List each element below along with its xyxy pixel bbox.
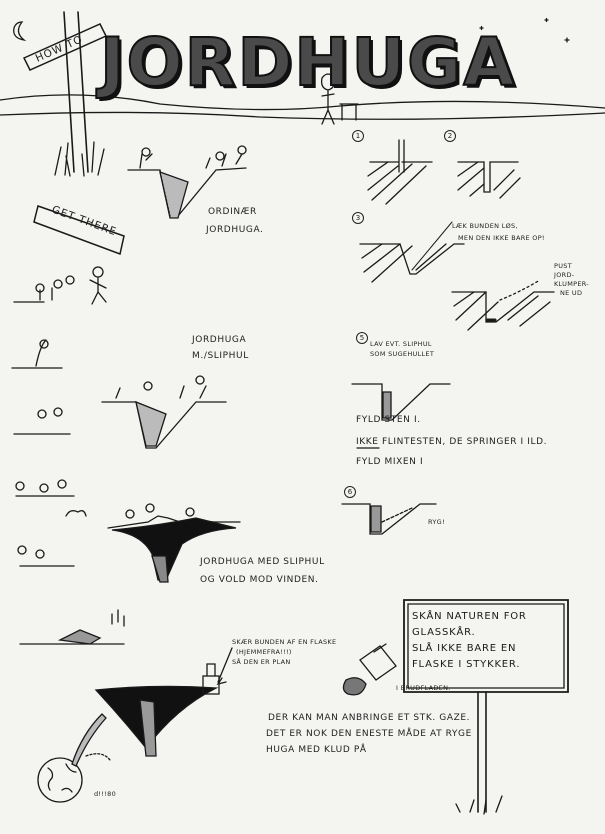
caption-bottle-line1: SKÆR BUNDEN AF EN FLASKE <box>232 638 337 646</box>
step5-note-line1: LAV EVT. SLIPHUL <box>370 340 432 348</box>
step1-drawing <box>368 140 432 204</box>
sign-line1: SKÅN NATUREN FOR <box>412 611 527 622</box>
caption-sliphul-line1: JORDHUGA <box>192 335 247 345</box>
step-number-2: 2 <box>444 130 456 142</box>
step3-note-line1: LÆK BUNDEN LØS, <box>452 222 518 230</box>
caption-bottle-line2: (HJEMMEFRA!!!) <box>236 648 292 656</box>
caption-sliphul-line2: M./SLIPHUL <box>192 351 249 361</box>
caption-vold-line2: OG VOLD MOD VINDEN. <box>200 575 319 585</box>
step-number-1: 1 <box>352 130 364 142</box>
step3b-drawing <box>452 280 554 330</box>
step6-drawing <box>342 504 436 534</box>
step-number-5: 5 <box>356 332 368 344</box>
step3b-note-line4: NE UD <box>560 289 583 297</box>
caption-vold-line1: JORDHUGA MED SLIPHUL <box>200 557 325 567</box>
caption-gaze-line3: HUGA MED KLUD PÅ <box>266 745 367 755</box>
vold-jordhuga-drawing <box>108 504 240 582</box>
caption-ordinaer-line1: ORDINÆR <box>208 207 257 217</box>
bottle-jordhuga-drawing <box>96 648 232 756</box>
step3b-note-line2: JORD- <box>554 271 575 279</box>
fill-line2-rest: FLINTESTEN, DE SPRINGER I ILD. <box>378 437 548 447</box>
step3b-note-line3: KLUMPER- <box>554 280 589 288</box>
caption-gaze-line1: DER KAN MAN ANBRINGE ET STK. GAZE. <box>268 713 471 723</box>
grass <box>55 142 104 176</box>
sliphul-jordhuga-drawing <box>102 376 226 448</box>
horizon-line-2 <box>0 112 605 119</box>
sign-line4: FLASKE I STYKKER. <box>412 659 521 670</box>
sign-line3: SLÅ IKKE BARE EN <box>412 643 517 654</box>
arrow-to-bottle <box>218 648 232 684</box>
step3-drawing <box>360 222 464 282</box>
step-number-6: 6 <box>344 486 356 498</box>
page-title: JORDHUGA <box>100 24 517 101</box>
sign-line2: GLASSKÅR. <box>412 627 476 638</box>
signature: d!!!80 <box>94 790 117 798</box>
walking-figure <box>90 267 106 304</box>
fill-line3: FYLD MIXEN I <box>356 457 424 467</box>
step2-drawing <box>458 162 520 198</box>
fill-line2-emphasis: IKKE <box>356 437 379 447</box>
step5-note-line2: SOM SUGEHULLET <box>370 350 435 358</box>
caption-bottle-line3: SÅ DEN ER PLAN <box>232 658 291 666</box>
fill-line1: FYLD STEN I. <box>356 415 421 425</box>
step3b-note-line1: PUST <box>554 262 572 270</box>
step-number-3: 3 <box>352 212 364 224</box>
left-flowers <box>12 276 124 644</box>
caption-gaze-line2: DET ER NOK DEN ENESTE MÅDE AT RYGE <box>266 729 472 739</box>
step3-note-line2: MEN DEN IKKE BARE OP! <box>458 234 545 242</box>
broken-bottle-drawing <box>343 644 396 695</box>
fill-line2 <box>356 436 547 448</box>
sign-note: I BRUDFLADEN. <box>396 684 451 692</box>
how-to-sign-label: HOW TO <box>33 33 85 65</box>
step6-note: RYG! <box>428 518 445 526</box>
caption-ordinaer-line2: JORDHUGA. <box>206 225 264 235</box>
moon-icon <box>14 22 24 40</box>
get-there-sign-label: GET THERE <box>50 203 119 239</box>
globe-drawing <box>38 714 110 802</box>
